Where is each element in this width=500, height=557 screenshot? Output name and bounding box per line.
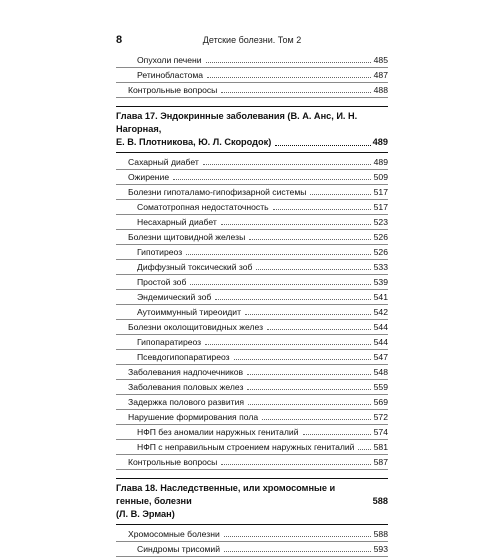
leader-dots [203, 163, 371, 165]
toc-entry-page: 569 [373, 397, 388, 407]
chapter-18-page: 588 [372, 496, 388, 506]
toc-entry-title: Несахарный диабет [137, 217, 217, 227]
running-title: Детские болезни. Том 2 [202, 35, 302, 45]
leader-dots [234, 358, 371, 360]
leader-dots [190, 283, 370, 285]
leader-dots [310, 193, 370, 195]
toc-entry[interactable] [116, 542, 388, 557]
chapter-17-page: 489 [372, 137, 388, 147]
toc-entry-page: 559 [373, 382, 388, 392]
chapter-18-title-line2: (Л. В. Эрман) [116, 509, 175, 519]
toc-entry[interactable] [116, 185, 388, 200]
toc-entry-title: Соматотропная недостаточность [137, 202, 269, 212]
toc-entry[interactable] [116, 155, 388, 170]
toc-entry-title: Ожирение [128, 172, 170, 182]
toc-entry[interactable] [116, 527, 388, 542]
toc-entry[interactable] [116, 68, 388, 83]
toc-entry[interactable] [116, 410, 388, 425]
leader-dots [275, 144, 370, 146]
toc-entry-page: 485 [373, 55, 388, 65]
leader-dots [224, 550, 371, 552]
toc-entry-page: 523 [373, 217, 388, 227]
leader-dots [173, 178, 371, 180]
toc-entry-title: Контрольные вопросы [128, 457, 218, 467]
toc-entry[interactable] [116, 275, 388, 290]
toc-entry[interactable] [116, 305, 388, 320]
toc-entry-title: Эндемический зоб [137, 292, 212, 302]
toc-entry[interactable] [116, 425, 388, 440]
toc-entry[interactable] [116, 440, 388, 455]
toc-entry-title: Диффузный токсический зоб [137, 262, 253, 272]
toc-entry-page: 487 [373, 70, 388, 80]
toc-entry[interactable] [116, 350, 388, 365]
toc-entry-title: Сахарный диабет [128, 157, 199, 167]
leader-dots [221, 91, 370, 93]
leader-dots [262, 418, 371, 420]
chapter-17-heading[interactable] [116, 106, 388, 153]
toc-entry-title: Синдромы трисомий [137, 544, 220, 554]
toc-entry[interactable] [116, 170, 388, 185]
toc-entry-title: Нарушение формирования пола [128, 412, 259, 422]
toc-entry-page: 588 [373, 529, 388, 539]
toc-entry-page: 574 [373, 427, 388, 437]
toc-entry-page: 572 [373, 412, 388, 422]
toc-entry-title: Простой зоб [137, 277, 187, 287]
leader-dots [206, 61, 371, 63]
toc-entry-page: 533 [373, 262, 388, 272]
leader-dots [358, 448, 370, 450]
toc-entry-title: Опухоли печени [137, 55, 202, 65]
toc-entry-page: 544 [373, 322, 388, 332]
leader-dots [256, 268, 370, 270]
leader-dots [267, 328, 371, 330]
page-number: 8 [116, 34, 123, 46]
leader-dots [221, 463, 370, 465]
leader-dots [205, 343, 371, 345]
toc-entry-title: Заболевания надпочечников [128, 367, 244, 377]
leader-dots [303, 433, 371, 435]
toc-entry[interactable] [116, 260, 388, 275]
toc-entry-page: 547 [373, 352, 388, 362]
toc-entry-page: 548 [373, 367, 388, 377]
leader-dots [215, 298, 370, 300]
toc-entry-page: 509 [373, 172, 388, 182]
toc-entry-title: Задержка полового развития [128, 397, 245, 407]
toc-entry[interactable] [116, 215, 388, 230]
toc-entry-title: Болезни щитовидной железы [128, 232, 246, 242]
toc-entry-page: 517 [373, 187, 388, 197]
toc-entry[interactable] [116, 395, 388, 410]
toc-entry-title: Псевдогипопаратиреоз [137, 352, 230, 362]
toc-entry-title: Аутоиммунный тиреоидит [137, 307, 242, 317]
toc-entry[interactable] [116, 335, 388, 350]
toc-entry-page: 581 [373, 442, 388, 452]
toc-entry-page: 526 [373, 247, 388, 257]
toc-section-top [116, 53, 388, 98]
toc-entry-title: Ретинобластома [137, 70, 204, 80]
leader-dots [207, 76, 371, 78]
toc-entry[interactable] [116, 245, 388, 260]
leader-dots [245, 313, 371, 315]
toc-entry-title: Гипопаратиреоз [137, 337, 202, 347]
leader-dots [249, 238, 370, 240]
leader-dots [186, 253, 371, 255]
toc-entry-page: 517 [373, 202, 388, 212]
toc-entry[interactable] [116, 290, 388, 305]
chapter-17-title-line1: Глава 17. Эндокринные заболевания (В. А. Анс, И. Н. Нагорная, [116, 111, 358, 134]
toc-entry-title: Заболевания половых желез [128, 382, 244, 392]
toc-entry-page: 544 [373, 337, 388, 347]
toc-entry-page: 488 [373, 85, 388, 95]
toc-entry-page: 489 [373, 157, 388, 167]
toc-entry-title: Гипотиреоз [137, 247, 183, 257]
toc-entry[interactable] [116, 380, 388, 395]
toc-entry-page: 593 [373, 544, 388, 554]
toc-entry[interactable] [116, 53, 388, 68]
leader-dots [273, 208, 371, 210]
toc-section-chapter-17 [116, 155, 388, 470]
toc-entry-page: 542 [373, 307, 388, 317]
toc-entry-title: Контрольные вопросы [128, 85, 218, 95]
toc-entry-title: НФП без аномалии наружных гениталий [137, 427, 299, 437]
toc-section-chapter-18 [116, 527, 388, 557]
toc-entry[interactable] [116, 455, 388, 470]
toc-entry[interactable] [116, 200, 388, 215]
toc-entry-title: НФП с неправильным строением наружных гениталий [137, 442, 355, 452]
leader-dots [247, 373, 371, 375]
toc-entry[interactable] [116, 365, 388, 380]
chapter-18-title-line1: Глава 18. Наследственные, или хромосомные и генные, болезни [116, 483, 336, 506]
chapter-17-title-line2: Е. В. Плотникова, Ю. Л. Скородок) [116, 137, 272, 147]
toc-entry-page: 539 [373, 277, 388, 287]
toc-entry-page: 541 [373, 292, 388, 302]
page-header [116, 34, 388, 46]
toc-entry-page: 526 [373, 232, 388, 242]
toc-entry[interactable] [116, 83, 388, 98]
toc-entry-page: 587 [373, 457, 388, 467]
table-of-contents [116, 53, 388, 557]
toc-entry-title: Болезни околощитовидных желез [128, 322, 264, 332]
leader-dots [248, 403, 371, 405]
toc-entry[interactable] [116, 320, 388, 335]
toc-entry-title: Хромосомные болезни [128, 529, 220, 539]
leader-dots [221, 223, 371, 225]
chapter-18-heading[interactable] [116, 478, 388, 525]
toc-entry[interactable] [116, 230, 388, 245]
leader-dots [224, 535, 371, 537]
toc-entry-title: Болезни гипоталамо-гипофизарной системы [128, 187, 307, 197]
leader-dots [247, 388, 370, 390]
